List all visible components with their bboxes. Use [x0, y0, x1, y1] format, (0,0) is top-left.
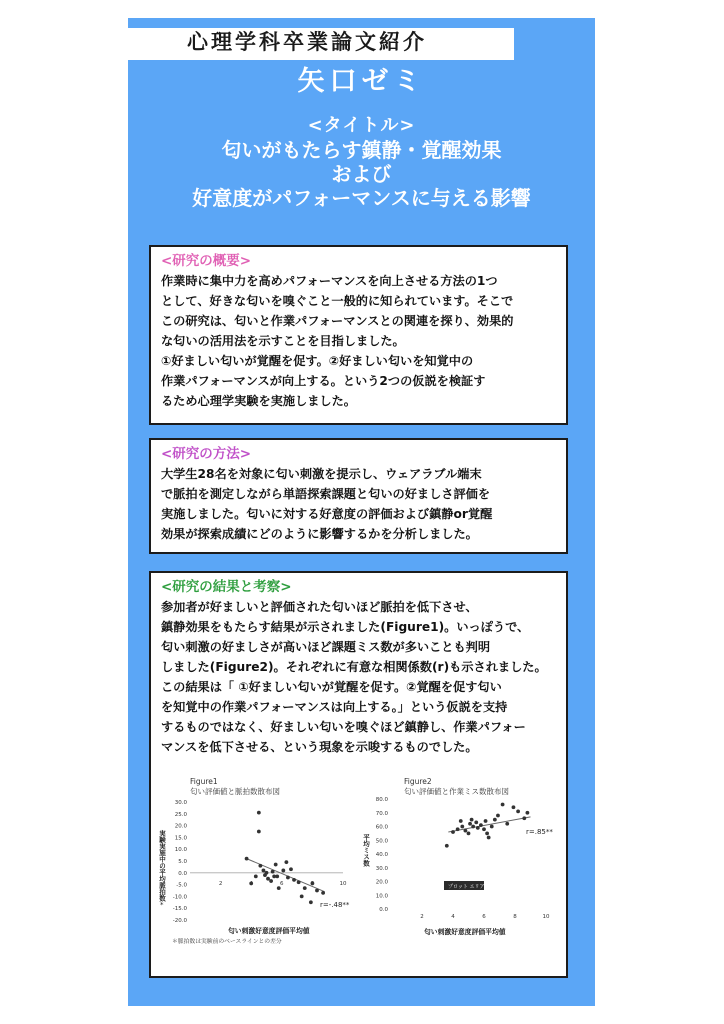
figure1-label: Figure1: [190, 777, 218, 786]
fig2-ytick-label: 20.0: [375, 879, 388, 886]
fig2-ytick-label: 80.0: [375, 797, 388, 803]
figure1-chart: [152, 774, 357, 954]
fig1-data-point: [258, 864, 262, 868]
fig2-ytick-label: 60.0: [375, 824, 388, 831]
fig2-data-point: [487, 836, 491, 840]
fig1-xtick-label: 2: [218, 881, 223, 887]
fig1-data-point: [271, 870, 275, 874]
overview-panel: [149, 245, 568, 425]
fig1-data-point: [266, 877, 270, 881]
results-heading: <研究の結果と考察>: [161, 579, 292, 595]
fig1-ytick-label: 30.0: [174, 800, 187, 806]
figure1-ylabel-mark: *: [160, 901, 164, 909]
fig1-data-point: [257, 830, 261, 834]
fig1-data-point: [315, 889, 319, 893]
figure2-chart: [360, 774, 565, 954]
fig1-xtick-label: 6: [280, 881, 284, 887]
fig2-data-point: [516, 809, 520, 813]
fig1-data-point: [286, 876, 290, 880]
results-body: 参加者が好ましいと評価された匂いほど脈拍を低下させ、 鎮静効果をもたらす結果が示されました(Figure1)。いっぽうで、 匂い刺激の好ましさが高いほど課題ミス数が多いことも判明 しました(Figure2)。それぞれに有意な相関係数(r)も示されました。 この結果は「 ①好ましい匂いが覚醒を促す。②覚醒を促す匂い を知覚中の作業パフォーマンスは向上する。」という仮説を支持 するものではなく、好ましい匂いを嗅ぐほど鎮静し、作業パフォー マンスを低下させる、という現象を示唆するものでした。: [161, 600, 547, 754]
fig2-data-point: [493, 818, 497, 822]
fig1-data-point: [254, 874, 258, 878]
fig2-data-point: [468, 822, 472, 826]
fig1-data-point: [277, 886, 281, 890]
fig2-data-point: [512, 805, 516, 809]
fig2-data-point: [485, 831, 489, 835]
fig2-xtick-label: 4: [451, 914, 455, 920]
method-heading: <研究の方法>: [161, 446, 252, 462]
fig2-ytick-label: 40.0: [375, 852, 388, 858]
fig2-xtick-label: 2: [420, 914, 424, 920]
fig2-data-point: [496, 814, 500, 818]
fig2-data-point: [456, 827, 460, 831]
fig2-ytick-label: 10.0: [375, 893, 388, 900]
fig1-data-point: [275, 874, 279, 878]
title-line-2: および: [331, 162, 392, 186]
fig2-data-point: [482, 827, 486, 831]
overview-body: 作業時に集中力を高めパフォーマンスを向上させる方法の1つ として、好きな匂いを嗅ぐこと一般的に知られています。そこで この研究は、匂いと作業パフォーマンスとの関連を探り、効果的 な匂いの活用法を示すことを目指しました。 ①好ましい匂いが覚醒を促す。②好ましい匂いを知覚中の 作業パフォーマンスが向上する。という2つの仮説を検証す るため心理学実験を実施しました。: [161, 274, 514, 408]
fig1-ytick-label: 15.0: [174, 835, 187, 842]
fig1-xtick-label: 10: [339, 881, 347, 887]
figure2-label: Figure2: [404, 777, 432, 786]
fig1-data-point: [284, 860, 288, 864]
fig2-data-point: [471, 825, 475, 829]
fig1-data-point: [311, 882, 315, 886]
fig1-data-point: [249, 882, 253, 886]
fig2-xtick-label: 6: [482, 914, 486, 920]
fig1-data-point: [297, 880, 301, 884]
fig1-data-point: [300, 895, 304, 899]
fig1-ytick-label: 0.0: [178, 870, 187, 877]
fig1-data-point: [303, 886, 307, 890]
fig2-data-point: [501, 803, 505, 807]
fig2-data-point: [451, 830, 455, 834]
fig2-data-point: [445, 844, 449, 848]
fig1-data-point: [309, 900, 313, 904]
fig2-data-point: [522, 816, 526, 820]
fig1-data-point: [281, 869, 285, 873]
title-label: <タイトル>: [307, 115, 416, 136]
fig2-ytick-label: 0.0: [379, 907, 388, 913]
title-line-3: 好意度がパフォーマンスに与える影響: [192, 186, 531, 210]
poster-header-title: 心理学科卒業論文紹介: [187, 30, 427, 54]
fig1-data-point: [274, 863, 278, 867]
overview-heading: <研究の概要>: [161, 253, 252, 269]
fig2-data-point: [459, 819, 463, 823]
method-body: 大学生28名を対象に匂い刺激を提示し、ウェアラブル端末 で脈拍を測定しながら単語探索課題と匂いの好ましさ評価を 実施しました。匂いに対する好意度の評価および鎮静or覚醒 効果が探索成績にどのように影響するかを分析しました。: [161, 467, 493, 541]
fig1-data-point: [257, 811, 261, 815]
fig2-data-point: [467, 831, 471, 835]
fig2-data-point: [476, 826, 480, 830]
fig1-ytick-label: 25.0: [174, 811, 187, 818]
fig2-data-point: [470, 818, 474, 822]
fig1-data-point: [245, 857, 249, 861]
figure2-title: 匂い評価値と作業ミス数散布図: [404, 787, 509, 796]
fig1-data-point: [292, 878, 296, 882]
fig1-ytick-label: 5.0: [178, 859, 187, 865]
fig1-ytick-label: -10.0: [172, 894, 187, 901]
fig2-ytick-label: 50.0: [375, 838, 388, 845]
figure1-title: 匂い評価値と脈拍数散布図: [190, 787, 280, 796]
figure1-ylabel: 実験実施中の平均脈拍数: [158, 830, 166, 902]
fig2-data-point: [479, 823, 483, 827]
fig1-data-point: [289, 867, 293, 871]
fig2-data-point: [505, 822, 509, 826]
figure1-footnote: ＊脈拍数は実験前のベースラインとの差分: [172, 939, 282, 945]
figure2-plot-area-tag-text: プロット エリア: [448, 884, 485, 890]
figure1-annotation: r=-.48**: [320, 901, 350, 909]
fig1-data-point: [321, 891, 325, 895]
fig2-data-point: [526, 811, 530, 815]
fig2-data-point: [484, 819, 488, 823]
fig1-ytick-label: 10.0: [174, 847, 187, 854]
fig2-xtick-label: 10: [542, 914, 550, 920]
fig2-data-point: [490, 825, 494, 829]
fig2-data-point: [460, 825, 464, 829]
fig1-ytick-label: -5.0: [176, 882, 187, 889]
fig1-ytick-label: 20.0: [174, 823, 187, 830]
title-line-1: 匂いがもたらす鎮静・覚醒効果: [221, 138, 502, 162]
figure2-ylabel: 平均ミス数: [362, 834, 370, 867]
figure2-annotation: r=.85**: [526, 828, 553, 836]
figure1-xlabel: 匂い刺激好意度評価平均値: [228, 927, 310, 935]
fig1-ytick-label: -15.0: [172, 906, 187, 913]
method-panel: [149, 438, 568, 554]
fig1-data-point: [265, 871, 269, 875]
fig2-xtick-label: 8: [513, 914, 517, 920]
fig2-data-point: [464, 829, 468, 833]
fig1-data-point: [262, 869, 266, 873]
fig1-data-point: [269, 879, 273, 883]
fig2-ytick-label: 30.0: [375, 865, 388, 872]
fig2-ytick-label: 70.0: [375, 810, 388, 817]
fig2-data-point: [474, 820, 478, 824]
figure2-xlabel: 匂い刺激好意度評価平均値: [424, 928, 506, 936]
seminar-name: 矢口ゼミ: [297, 66, 426, 97]
fig1-ytick-label: -20.0: [172, 918, 187, 924]
